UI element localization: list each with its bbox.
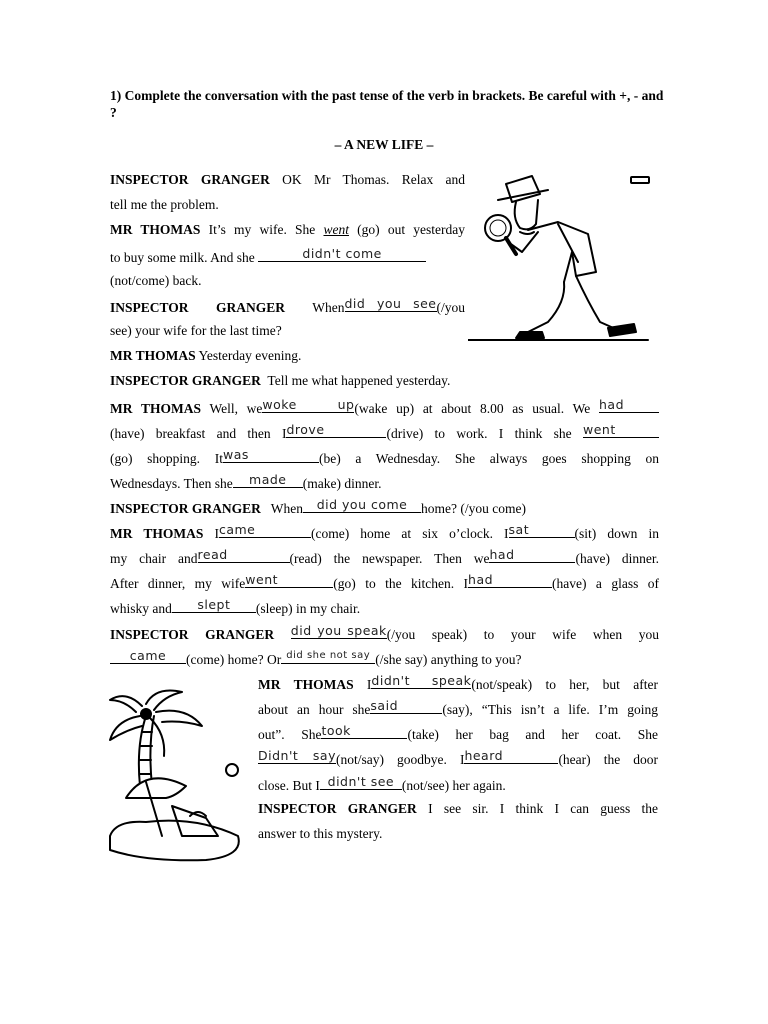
story-title: – A NEW LIFE – <box>334 137 434 152</box>
speaker-name: INSPECTOR GRANGER <box>110 172 270 187</box>
dialogue-line <box>110 247 465 267</box>
dialogue-line <box>110 473 659 493</box>
answer-blank[interactable] <box>258 247 426 262</box>
answer-blank[interactable] <box>464 749 558 764</box>
dialogue-text: (sit) down in <box>574 526 659 541</box>
answer-blank[interactable] <box>262 398 354 413</box>
handwritten-answer: Didn't say <box>258 748 336 763</box>
answer-blank[interactable] <box>320 775 402 790</box>
dialogue-text: After dinner, my wife <box>110 576 246 591</box>
handwritten-answer: came <box>129 648 167 663</box>
dialogue-text: out”. She <box>258 727 322 742</box>
dialogue-text: I <box>366 677 372 692</box>
speaker-name: MR THOMAS <box>110 348 196 363</box>
dialogue-text: see) your wife for the last time? <box>110 323 282 338</box>
dialogue-text: (have) a glass of <box>552 576 660 591</box>
answer-blank[interactable] <box>198 548 290 563</box>
speaker-name: MR THOMAS <box>110 526 204 541</box>
dialogue-line <box>258 674 658 694</box>
handwritten-answer: went <box>583 422 616 437</box>
dialogue-text: (drive) to work. I think she <box>386 426 572 441</box>
handwritten-answer: didn't speak <box>371 673 472 688</box>
dialogue-text: Well, we <box>209 401 263 416</box>
answer-blank[interactable] <box>345 297 437 312</box>
dialogue-text: (make) dinner. <box>302 476 382 491</box>
handwritten-answer: came <box>218 522 256 537</box>
handwritten-answer: took <box>321 723 351 738</box>
dialogue-line <box>110 523 659 543</box>
handwritten-answer: had <box>468 572 494 587</box>
dialogue-line <box>110 221 465 239</box>
dialogue-text: (wake up) at about 8.00 as usual. We <box>354 401 591 416</box>
dialogue-line <box>110 448 659 468</box>
answer-blank[interactable] <box>371 674 471 689</box>
dialogue-line <box>110 548 659 568</box>
dialogue-text: (say), “This isn’t a life. I’m going <box>442 702 658 717</box>
dialogue-line <box>110 398 659 418</box>
dialogue-line <box>258 699 658 719</box>
speaker-name: INSPECTOR GRANGER <box>258 801 417 816</box>
dialogue-text: (not/speak) to her, but after <box>471 677 658 692</box>
speaker-name: MR THOMAS <box>110 401 201 416</box>
answer-blank[interactable] <box>599 398 659 413</box>
handwritten-answer: drove <box>286 422 325 437</box>
answer-blank[interactable] <box>583 423 659 438</box>
dialogue-text: (go) to the kitchen. I <box>333 576 469 591</box>
dialogue-text: (sleep) in my chair. <box>255 601 361 616</box>
dialogue-text: tell me the problem. <box>110 197 219 212</box>
dialogue-text: my chair and <box>110 551 198 566</box>
handwritten-answer: had <box>598 397 625 412</box>
answer-blank[interactable] <box>291 624 387 639</box>
answer-blank[interactable] <box>219 523 311 538</box>
dialogue-line <box>258 775 658 795</box>
dialogue-text: (hear) the door <box>558 752 658 767</box>
dialogue-text: When <box>312 300 345 315</box>
answer-blank[interactable] <box>286 423 386 438</box>
dialogue-line <box>110 498 659 518</box>
dialogue-line <box>258 724 658 744</box>
speaker-name: INSPECTOR GRANGER <box>110 300 286 315</box>
answer-blank[interactable] <box>321 724 407 739</box>
palm-island-icon <box>106 686 248 862</box>
dialogue-line <box>258 800 658 818</box>
dialogue-text: (not/come) back. <box>110 273 202 288</box>
handwritten-answer: sat <box>508 522 530 537</box>
handwritten-answer: did you come <box>316 497 408 512</box>
answer-blank[interactable] <box>233 473 303 488</box>
dialogue-text: (go) shopping. It <box>110 451 223 466</box>
dialogue-line <box>258 825 658 843</box>
dialogue-line <box>110 272 465 290</box>
dialogue-line <box>110 347 659 365</box>
handwritten-answer: didn't see <box>327 774 395 789</box>
dialogue-text: (read) the newspaper. Then we <box>289 551 490 566</box>
speaker-name: MR THOMAS <box>258 677 354 692</box>
dialogue-line <box>110 423 659 443</box>
handwritten-answer: had <box>489 547 515 562</box>
detective-icon <box>468 172 656 344</box>
answer-blank[interactable] <box>223 448 319 463</box>
dialogue-text: (be) a Wednesday. She always goes shopping on <box>318 451 660 466</box>
dialogue-text: (take) her bag and her coat. She <box>407 727 658 742</box>
answer-blank[interactable] <box>489 548 575 563</box>
dialogue-text: (/she say) anything to you? <box>375 652 522 667</box>
dialogue-text: Yesterday evening. <box>198 348 302 363</box>
answer-blank[interactable] <box>258 749 336 764</box>
exercise-instruction: 1) Complete the conversation with the past tense of the verb in brackets. Be careful with +, - and ? <box>110 88 664 120</box>
dialogue-text: I see sir. I think I can guess the <box>428 801 658 816</box>
dialogue-line <box>110 624 659 644</box>
answer-blank[interactable] <box>468 573 552 588</box>
dialogue-line <box>110 573 659 593</box>
handwritten-answer: was <box>222 447 249 462</box>
dialogue-line <box>110 297 465 317</box>
answer-blank[interactable] <box>370 699 442 714</box>
dialogue-text: I <box>214 526 219 541</box>
handwritten-answer: slept <box>197 597 231 612</box>
handwritten-answer: woke up <box>262 397 355 412</box>
answer-blank[interactable] <box>110 649 186 664</box>
handwritten-answer: didn't come <box>302 246 382 261</box>
handwritten-answer: made <box>249 472 287 487</box>
dialogue-text: (go) out yesterday <box>357 222 466 237</box>
handwritten-answer: did she not say <box>286 650 371 661</box>
handwritten-answer: read <box>197 547 228 562</box>
dialogue-text: When <box>270 501 304 516</box>
dialogue-text: about an hour she <box>258 702 371 717</box>
answer-blank[interactable] <box>303 498 421 513</box>
handwritten-answer: went <box>245 572 279 587</box>
dialogue-text: (/you <box>436 300 465 315</box>
answer-blank[interactable] <box>172 598 256 613</box>
dialogue-text: OK Mr Thomas. Relax and <box>282 172 465 187</box>
dialogue-line <box>110 171 465 189</box>
dialogue-text: answer to this mystery. <box>258 826 383 841</box>
dialogue-text: (come) home? Or <box>186 652 282 667</box>
handwritten-answer: heard <box>464 748 504 763</box>
speaker-name: INSPECTOR GRANGER <box>110 627 275 642</box>
speaker-name: INSPECTOR GRANGER <box>110 501 261 516</box>
dialogue-text: whisky and <box>110 601 172 616</box>
speaker-name: INSPECTOR GRANGER <box>110 373 261 388</box>
dialogue-text: (/you speak) to your wife when you <box>386 627 659 642</box>
dialogue-text: Tell me what happened yesterday. <box>267 373 451 388</box>
answer-blank[interactable] <box>245 573 333 588</box>
dialogue-text: (have) dinner. <box>575 551 659 566</box>
dialogue-line <box>110 196 465 214</box>
dialogue-text: (not/say) goodbye. I <box>336 752 465 767</box>
dialogue-line <box>110 649 659 669</box>
dialogue-text: (not/see) her again. <box>401 778 506 793</box>
dialogue-text: home? (/you come) <box>421 501 526 516</box>
dialogue-text: Wednesdays. Then she <box>110 476 233 491</box>
dialogue-text: (have) breakfast and then I <box>110 426 287 441</box>
handwritten-answer: did you speak <box>290 623 387 638</box>
dialogue-text: It’s my wife. She <box>208 222 316 237</box>
speaker-name: MR THOMAS <box>110 222 201 237</box>
handwritten-answer: did you see <box>344 296 437 311</box>
dialogue-text: to buy some milk. And she <box>110 250 255 265</box>
dialogue-line <box>110 598 659 618</box>
dialogue-text: (come) home at six o’clock. I <box>310 526 509 541</box>
handwritten-answer: said <box>370 698 399 713</box>
answer-blank[interactable] <box>509 523 575 538</box>
dialogue-line <box>110 322 465 340</box>
dialogue-line <box>110 372 659 390</box>
dialogue-text: close. But I <box>258 778 320 793</box>
answer-blank[interactable] <box>281 649 375 664</box>
dialogue-line <box>258 749 658 769</box>
example-answer: went <box>323 222 349 237</box>
